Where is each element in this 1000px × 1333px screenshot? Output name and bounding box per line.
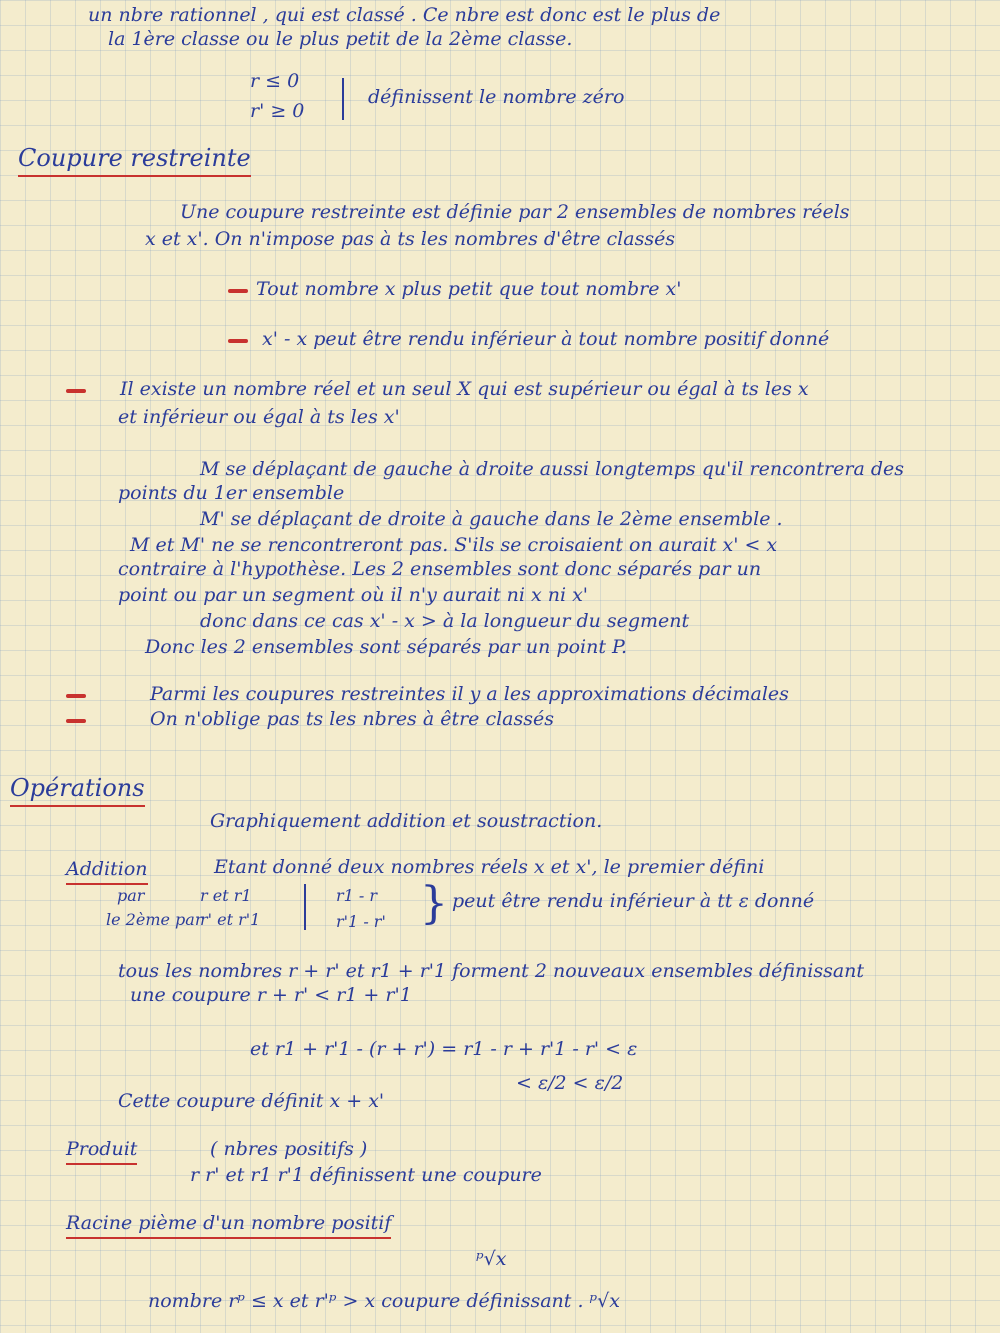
text-line: contraire à l'hypothèse. Les 2 ensembles sont donc séparés par un <box>118 558 762 580</box>
subsection-label: Addition <box>66 860 148 879</box>
text-line: M et M' ne se rencontreront pas. S'ils se croisaient on aurait x' < x <box>130 534 778 556</box>
math-condition: r ≤ 0 <box>250 70 300 92</box>
text-line: M se déplaçant de gauche à droite aussi longtemps qu'il rencontrera des <box>200 458 904 480</box>
text-line: une coupure r + r' < r1 + r'1 <box>130 984 412 1006</box>
math-expression: ᵖ√x <box>476 1248 507 1270</box>
right-brace-icon: } <box>420 878 448 929</box>
text-line: Il existe un nombre réel et un seul X qui est supérieur ou égal à ts les x <box>120 378 809 400</box>
bullet-dash <box>228 339 248 343</box>
math-condition: r' ≥ 0 <box>250 100 305 122</box>
section-heading: Coupure restreinte <box>18 146 250 170</box>
text-line: Etant donné deux nombres réels x et x', le premier défini <box>214 856 765 878</box>
text-line: points du 1er ensemble <box>118 482 345 504</box>
text-line: x' - x peut être rendu inférieur à tout nombre positif donné <box>262 328 830 350</box>
text-line: Tout nombre x plus petit que tout nombre x' <box>256 278 682 300</box>
text-line: Donc les 2 ensembles sont séparés par un point P. <box>145 636 627 658</box>
text-line: Une coupure restreinte est définie par 2 ensembles de nombres réels <box>180 201 850 223</box>
math-expression: et r1 + r'1 - (r + r') = r1 - r + r'1 - r' < ε <box>250 1038 638 1060</box>
text-line: Parmi les coupures restreintes il y a les approximations décimales <box>150 683 789 705</box>
section-heading: Opérations <box>10 776 142 800</box>
bullet-dash <box>228 289 248 293</box>
text-line: définissent le nombre zéro <box>368 86 625 108</box>
text-line: On n'oblige pas ts les nbres à être classés <box>150 708 555 730</box>
subsection-label: Produit <box>66 1140 137 1159</box>
math-expression: r1 - r <box>336 886 378 905</box>
text-line: par <box>117 886 145 905</box>
text-line: nombre rᵖ ≤ x et r'ᵖ > x coupure définissant . ᵖ√x <box>148 1290 620 1312</box>
text-line: le 2ème par <box>106 910 203 929</box>
text-line: la 1ère classe ou le plus petit de la 2ème classe. <box>108 28 573 50</box>
text-line: M' se déplaçant de droite à gauche dans le 2ème ensemble . <box>200 508 783 530</box>
bullet-dash <box>66 694 86 698</box>
text-line: donc dans ce cas x' - x > à la longueur du segment <box>200 610 690 632</box>
text-line: et inférieur ou égal à ts les x' <box>118 406 400 428</box>
text-line: x et x'. On n'impose pas à ts les nombres d'être classés <box>145 228 676 250</box>
text-line: ( nbres positifs ) <box>210 1138 368 1160</box>
brace-bar <box>304 884 306 930</box>
math-expression: r et r1 <box>200 886 252 905</box>
math-expression: r'1 - r' <box>336 912 386 931</box>
bullet-dash <box>66 719 86 723</box>
math-expression: < ε/2 < ε/2 <box>516 1072 624 1094</box>
text-line: tous les nombres r + r' et r1 + r'1 forment 2 nouveaux ensembles définissant <box>118 960 865 982</box>
text-line: r r' et r1 r'1 définissent une coupure <box>190 1164 542 1186</box>
text-line: Cette coupure définit x + x' <box>118 1090 385 1112</box>
bullet-dash <box>66 389 86 393</box>
text-line: point ou par un segment où il n'y aurait ni x ni x' <box>118 584 589 606</box>
math-expression: r' et r'1 <box>200 910 261 929</box>
subsection-label: Racine pième d'un nombre positif <box>66 1214 391 1233</box>
text-line: Graphiquement addition et soustraction. <box>210 810 603 832</box>
text-line: peut être rendu inférieur à tt ε donné <box>452 890 815 912</box>
text-line: un nbre rationnel , qui est classé . Ce nbre est donc est le plus de <box>88 4 721 26</box>
brace-bar <box>342 78 344 120</box>
